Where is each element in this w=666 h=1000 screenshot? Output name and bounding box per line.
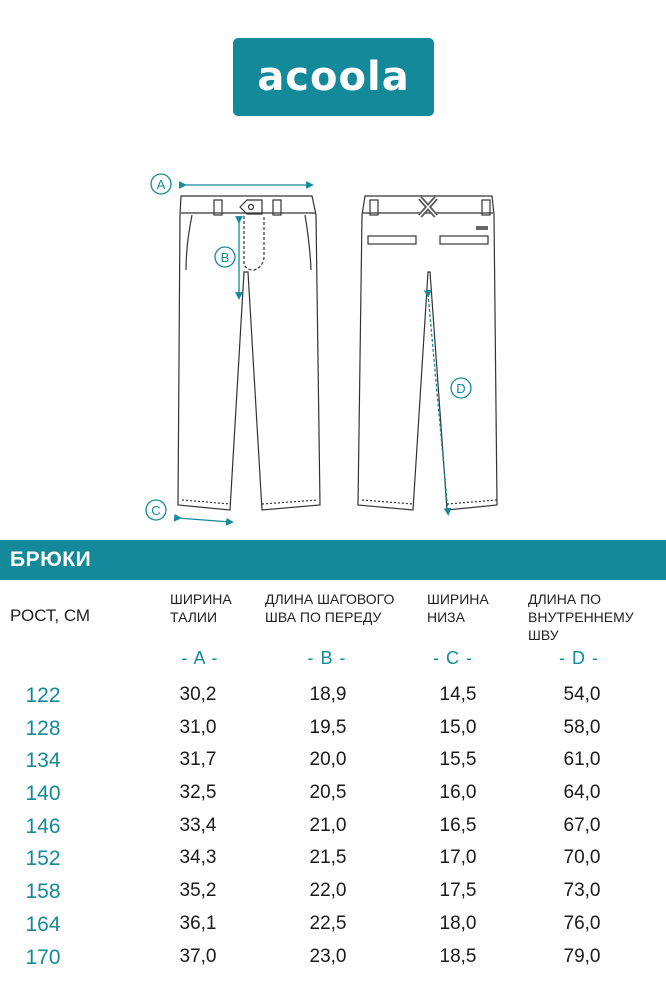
- svg-text:C: C: [151, 503, 161, 518]
- cell-front-rise: 22,0: [309, 880, 347, 902]
- table-row: [0, 713, 666, 746]
- cell-front-rise: 19,5: [309, 716, 347, 738]
- cell-hem-width: 14,5: [439, 684, 477, 705]
- cell-inseam-length: 64,0: [563, 782, 601, 804]
- cell-inseam-length: 76,0: [563, 912, 601, 934]
- cell-waist-width: 37,0: [179, 945, 217, 967]
- svg-text:A: A: [156, 177, 166, 192]
- cell-front-rise: 21,5: [309, 847, 347, 869]
- brand-logo-text: acoola: [257, 54, 410, 100]
- table-row: [0, 811, 666, 844]
- cell-waist-width: 33,4: [179, 814, 217, 836]
- cell-hem-width: 18,5: [439, 945, 477, 967]
- cell-growth: 164: [25, 912, 61, 936]
- column-letter-a: - A -: [181, 648, 219, 668]
- cell-front-rise: 21,0: [309, 814, 347, 836]
- cell-hem-width: 18,0: [439, 912, 477, 934]
- cell-growth: 152: [25, 847, 61, 871]
- row-header-growth: РОСТ, СМ: [10, 606, 91, 625]
- column-header-hem-width: ШИРИНА НИЗА: [427, 591, 489, 625]
- pants-diagram: [0, 150, 666, 535]
- cell-front-rise: 23,0: [309, 945, 347, 967]
- label-b: [215, 247, 235, 267]
- label-c: [146, 500, 166, 520]
- svg-text:B: B: [220, 250, 230, 265]
- table-row: [0, 909, 666, 942]
- product-title-band: [0, 540, 666, 580]
- cell-inseam-length: 67,0: [563, 814, 601, 836]
- product-title: БРЮКИ: [10, 548, 92, 571]
- cell-inseam-length: 79,0: [563, 945, 601, 967]
- table-row: [0, 745, 666, 778]
- cell-hem-width: 15,0: [439, 716, 477, 738]
- cell-hem-width: 16,5: [439, 814, 477, 836]
- cell-front-rise: 20,5: [309, 782, 347, 804]
- cell-growth: 170: [25, 945, 61, 969]
- column-header-waist-width: ШИРИНА ТАЛИИ: [170, 591, 232, 625]
- cell-growth: 140: [25, 782, 61, 806]
- cell-inseam-length: 70,0: [563, 847, 601, 869]
- cell-front-rise: 20,0: [309, 749, 347, 771]
- pants-front-view: [178, 196, 320, 510]
- cell-inseam-length: 58,0: [563, 716, 601, 738]
- column-letter-c: - C -: [433, 648, 473, 668]
- table-row: [0, 778, 666, 811]
- cell-growth: 158: [25, 880, 61, 904]
- cell-hem-width: 15,5: [439, 749, 477, 771]
- brand-logo: [233, 38, 434, 116]
- cell-front-rise: 18,9: [309, 684, 347, 705]
- table-row: [0, 876, 666, 909]
- cell-growth: 134: [25, 749, 61, 773]
- label-d: [451, 378, 471, 398]
- pants-back-view: [358, 196, 497, 510]
- cell-waist-width: 30,2: [179, 684, 217, 705]
- table-row: [0, 843, 666, 876]
- cell-inseam-length: 73,0: [563, 880, 601, 902]
- table-row: [0, 942, 666, 975]
- column-header-inseam-length: ДЛИНА ПО ВНУТРЕННЕМУ ШВУ: [528, 591, 634, 643]
- size-table-body: [0, 680, 666, 974]
- column-header-front-rise: ДЛИНА ШАГОВОГО ШВА ПО ПЕРЕДУ: [265, 591, 395, 625]
- cell-hem-width: 16,0: [439, 782, 477, 804]
- cell-waist-width: 36,1: [179, 912, 217, 934]
- cell-growth: 146: [25, 814, 61, 838]
- column-letter-d: - D -: [559, 648, 599, 668]
- cell-inseam-length: 54,0: [563, 684, 601, 705]
- svg-text:D: D: [456, 381, 466, 396]
- label-a: [151, 174, 171, 194]
- cell-growth: 122: [25, 684, 61, 707]
- cell-inseam-length: 61,0: [563, 749, 601, 771]
- column-letter-b: - B -: [307, 648, 347, 668]
- table-row: [0, 680, 666, 713]
- cell-front-rise: 22,5: [309, 912, 347, 934]
- cell-growth: 128: [25, 716, 61, 740]
- cell-hem-width: 17,5: [439, 880, 477, 902]
- cell-waist-width: 35,2: [179, 880, 217, 902]
- cell-waist-width: 31,7: [179, 749, 217, 771]
- cell-waist-width: 31,0: [179, 716, 217, 738]
- cell-waist-width: 34,3: [179, 847, 217, 869]
- cell-waist-width: 32,5: [179, 782, 217, 804]
- cell-hem-width: 17,0: [439, 847, 477, 869]
